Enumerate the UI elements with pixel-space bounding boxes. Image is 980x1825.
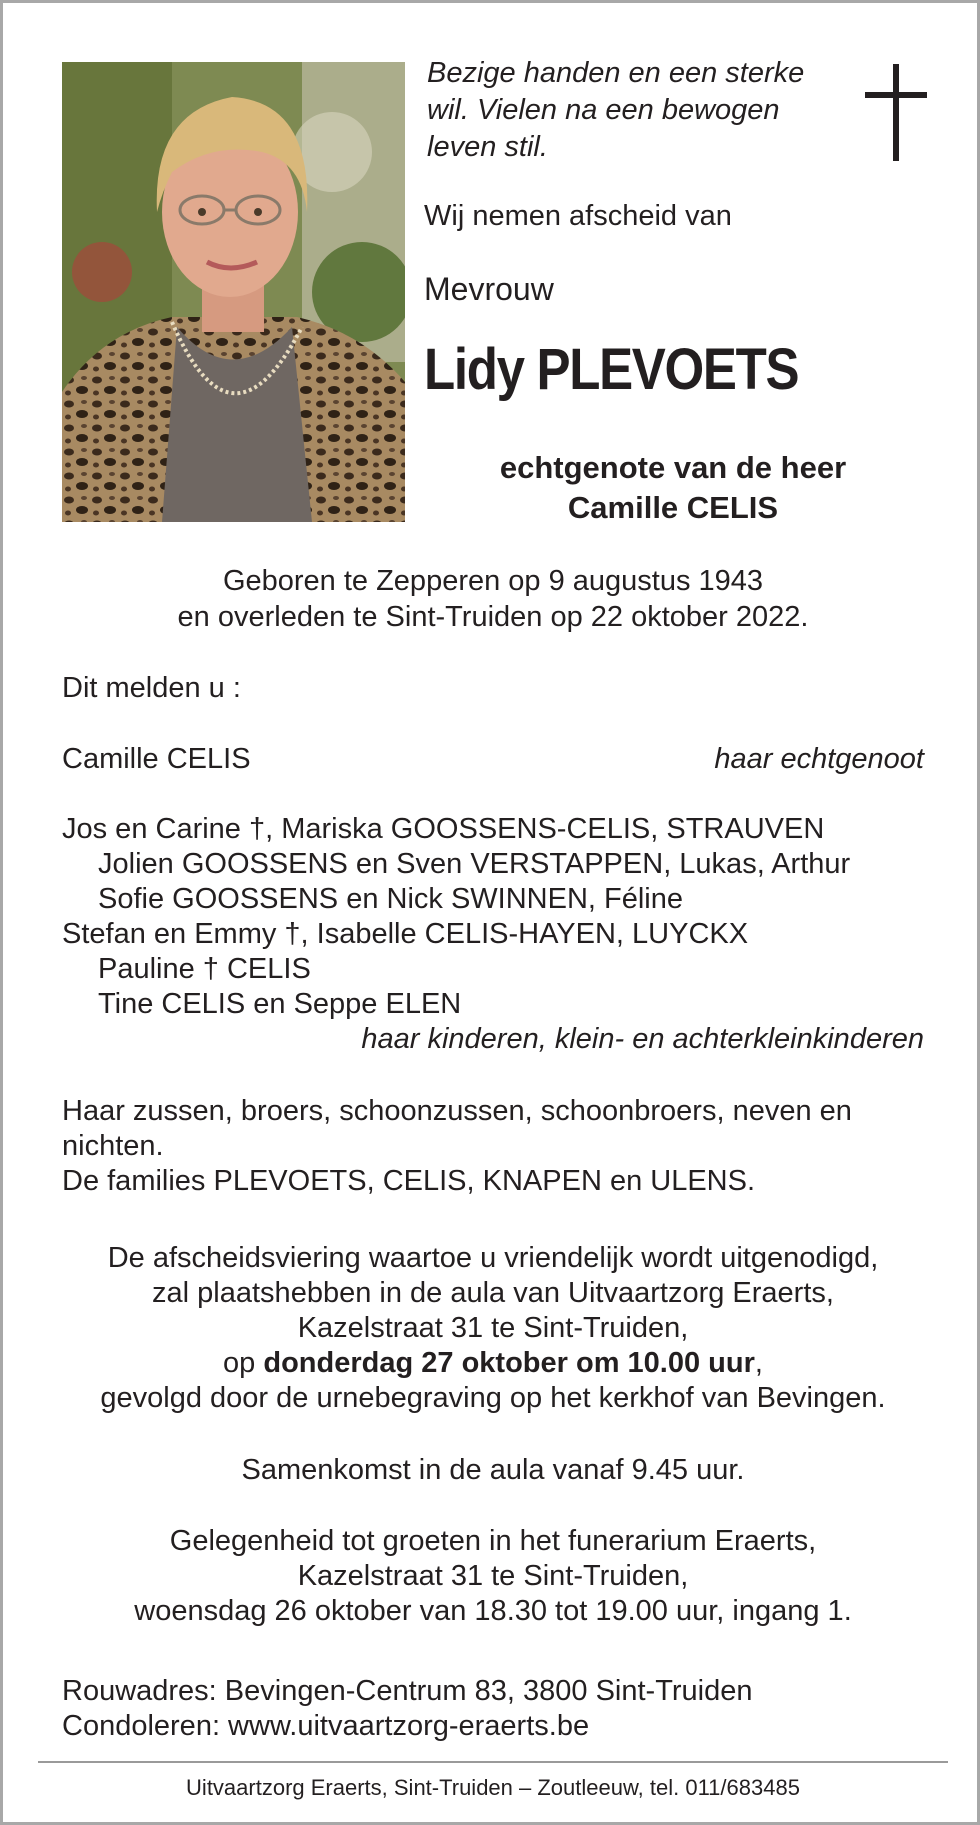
contact-block [62,1674,752,1744]
cross-icon [865,64,927,164]
quote-line: wil. Vielen na een bewogen [427,94,780,126]
quote-line: leven stil. [427,131,548,163]
memorial-quote [427,55,847,166]
announcement-lead: Dit melden u : [62,672,241,704]
relatives-line: De families PLEVOETS, CELIS, KNAPEN en ULENS. [62,1165,756,1197]
family-line: Jolien GOOSSENS en Sven VERSTAPPEN, Lukas, Arthur [98,848,851,880]
spouse-block [423,448,923,528]
ceremony-line: Kazelstraat 31 te Sint-Truiden, [297,1312,689,1344]
family-line: Jos en Carine †, Mariska GOOSSENS-CELIS, STRAUVEN [62,813,825,845]
death-line: en overleden te Sint-Truiden op 22 oktober 2022. [177,601,809,633]
mourning-address: Rouwadres: Bevingen-Centrum 83, 3800 Sint-Truiden [62,1675,753,1707]
husband-role: haar echtgenoot [714,743,924,775]
husband-name: Camille CELIS [62,743,251,775]
ceremony-line: De afscheidsviering waartoe u vriendelijk wordt uitgenodigd, [107,1242,879,1274]
condolence-website: Condoleren: www.uitvaartzorg-eraerts.be [62,1710,590,1742]
relatives-block [62,1094,932,1199]
visit-line: woensdag 26 oktober van 18.30 tot 19.00 uur, ingang 1. [134,1595,852,1627]
visit-line: Gelegenheid tot groeten in het funerarium Eraerts, [169,1525,817,1557]
ceremony-date-line [43,1346,943,1381]
ceremony-date-prefix: op [223,1347,264,1379]
relatives-line: Haar zussen, broers, schoonzussen, schoonbroers, neven en [62,1095,852,1127]
ceremony-date: donderdag 27 oktober om 10.00 uur [263,1347,755,1379]
farewell-intro: Wij nemen afscheid van [424,200,732,232]
funeral-home-footer: Uitvaartzorg Eraerts, Sint-Truiden – Zoutleeuw, tel. 011/683485 [186,1775,800,1800]
ceremony-date-suffix: , [754,1347,763,1379]
family-line: Pauline † CELIS [98,953,311,985]
footer-divider [38,1761,948,1763]
birth-line: Geboren te Zepperen op 9 augustus 1943 [222,565,764,597]
birth-death-block [3,563,980,635]
ceremony-line: zal plaatshebben in de aula van Uitvaartzorg Eraerts, [152,1277,834,1309]
husband-row [62,742,924,777]
family-line: Tine CELIS en Seppe ELEN [98,988,462,1020]
ceremony-line: gevolgd door de urnebegraving op het kerkhof van Bevingen. [100,1382,886,1414]
portrait-illustration [62,62,405,522]
gathering-note: Samenkomst in de aula vanaf 9.45 uur. [241,1454,745,1486]
ceremony-block [43,1241,943,1416]
quote-line: Bezige handen en een sterke [427,57,805,89]
relatives-line: nichten. [62,1130,164,1162]
portrait-photo [62,62,405,522]
spouse-name: Camille CELIS [567,490,779,525]
family-role: haar kinderen, klein- en achterkleinkinderen [361,1023,924,1055]
family-list [62,812,924,1057]
visitation-block [43,1524,943,1629]
family-line: Stefan en Emmy †, Isabelle CELIS-HAYEN, LUYCKX [62,918,749,950]
visit-line: Kazelstraat 31 te Sint-Truiden, [297,1560,689,1592]
honorific-title: Mevrouw [424,271,554,307]
deceased-name: Lidy PLEVOETS [424,337,799,402]
family-line: Sofie GOOSSENS en Nick SWINNEN, Féline [98,883,683,915]
spouse-line: echtgenote van de heer [499,450,847,485]
